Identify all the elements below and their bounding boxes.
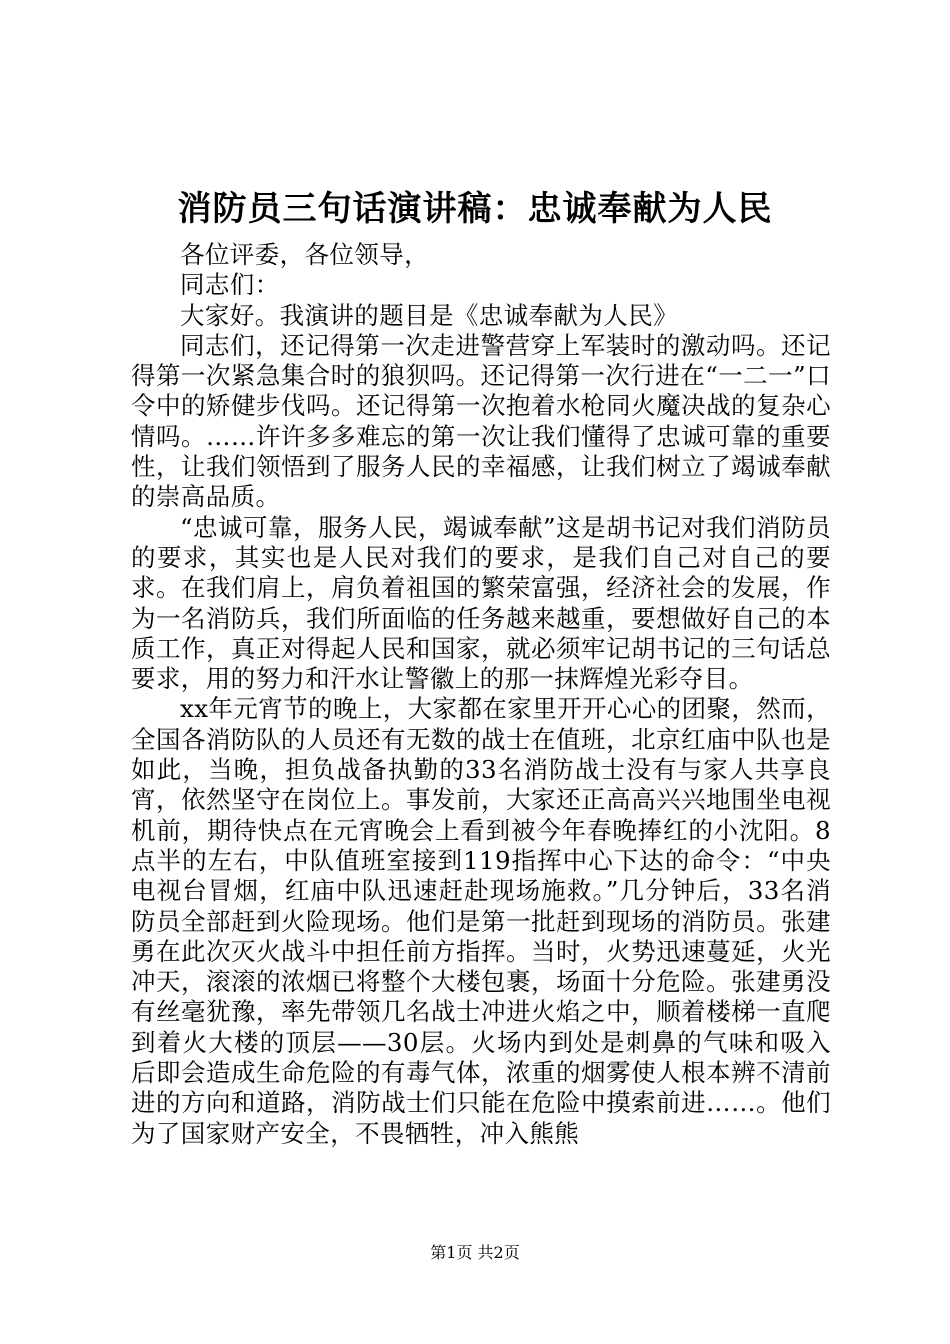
paragraph-body-2: “忠诚可靠，服务人民，竭诚奉献”这是胡书记对我们消防员的要求，其实也是人民对我们的要求，是我们自己对自己的要求。在我们肩上，肩负着祖国的繁荣富强，经济社会的发展，作为一名消防兵，我们所面临的任务越来越重，要想做好自己的本质工作，真正对得起人民和国家，就必须牢记胡书记的三句话总要求，用的努力和汗水让警徽上的那一抹辉煌光彩夺目。 bbox=[131, 512, 831, 694]
paragraph-greeting: 大家好。我演讲的题目是《忠诚奉献为人民》 bbox=[180, 300, 678, 330]
page-footer: 第1页 共2页 bbox=[430, 1243, 520, 1262]
document-body bbox=[131, 240, 831, 1149]
paragraph-body-3: xx年元宵节的晚上，大家都在家里开开心心的团聚，然而，全国各消防队的人员还有无数的战士在值班，北京红庙中队也是如此，当晚，担负战备执勤的33名消防战士没有与家人共享良宵，依然坚守在岗位上。事发前，大家还正高高兴兴地围坐电视机前，期待快点在元宵晚会上看到被今年春晚捧红的小沈阳。8点半的左右，中队值班室接到119指挥中心下达的命令：“中央电视台冒烟，红庙中队迅速赶赴现场施救。”几分钟后，33名消防员全部赶到火险现场。他们是第一批赶到现场的消防员。张建勇在此次灭火战斗中担任前方指挥。当时，火势迅速蔓延，火光冲天，滚滚的浓烟已将整个大楼包裹，场面十分危险。张建勇没有丝毫犹豫，率先带领几名战士冲进火焰之中，顺着楼梯一直爬到着火大楼的顶层——30层。火场内到处是刺鼻的气味和吸入后即会造成生命危险的有毒气体，浓重的烟雾使人根本辨不清前进的方向和道路，消防战士们只能在危险中摸索前进……。他们为了国家财产安全，不畏牺牲，冲入熊熊 bbox=[131, 694, 831, 1148]
paragraph-salutation: 各位评委，各位领导， bbox=[180, 240, 429, 269]
document-title: 消防员三句话演讲稿：忠诚奉献为人民 bbox=[177, 189, 773, 229]
paragraph-body-1: 同志们，还记得第一次走进警营穿上军装时的激动吗。还记得第一次紧急集合时的狼狈吗。还记得第一次行进在“一二一”口令中的矫健步伐吗。还记得第一次抱着水枪同火魔决战的复杂心情吗。……许许多多难忘的第一次让我们懂得了忠诚可靠的重要性，让我们领悟到了服务人民的幸福感，让我们树立了竭诚奉献的崇高品质。 bbox=[131, 330, 831, 512]
paragraph-salutation-2: 同志们： bbox=[180, 270, 280, 300]
